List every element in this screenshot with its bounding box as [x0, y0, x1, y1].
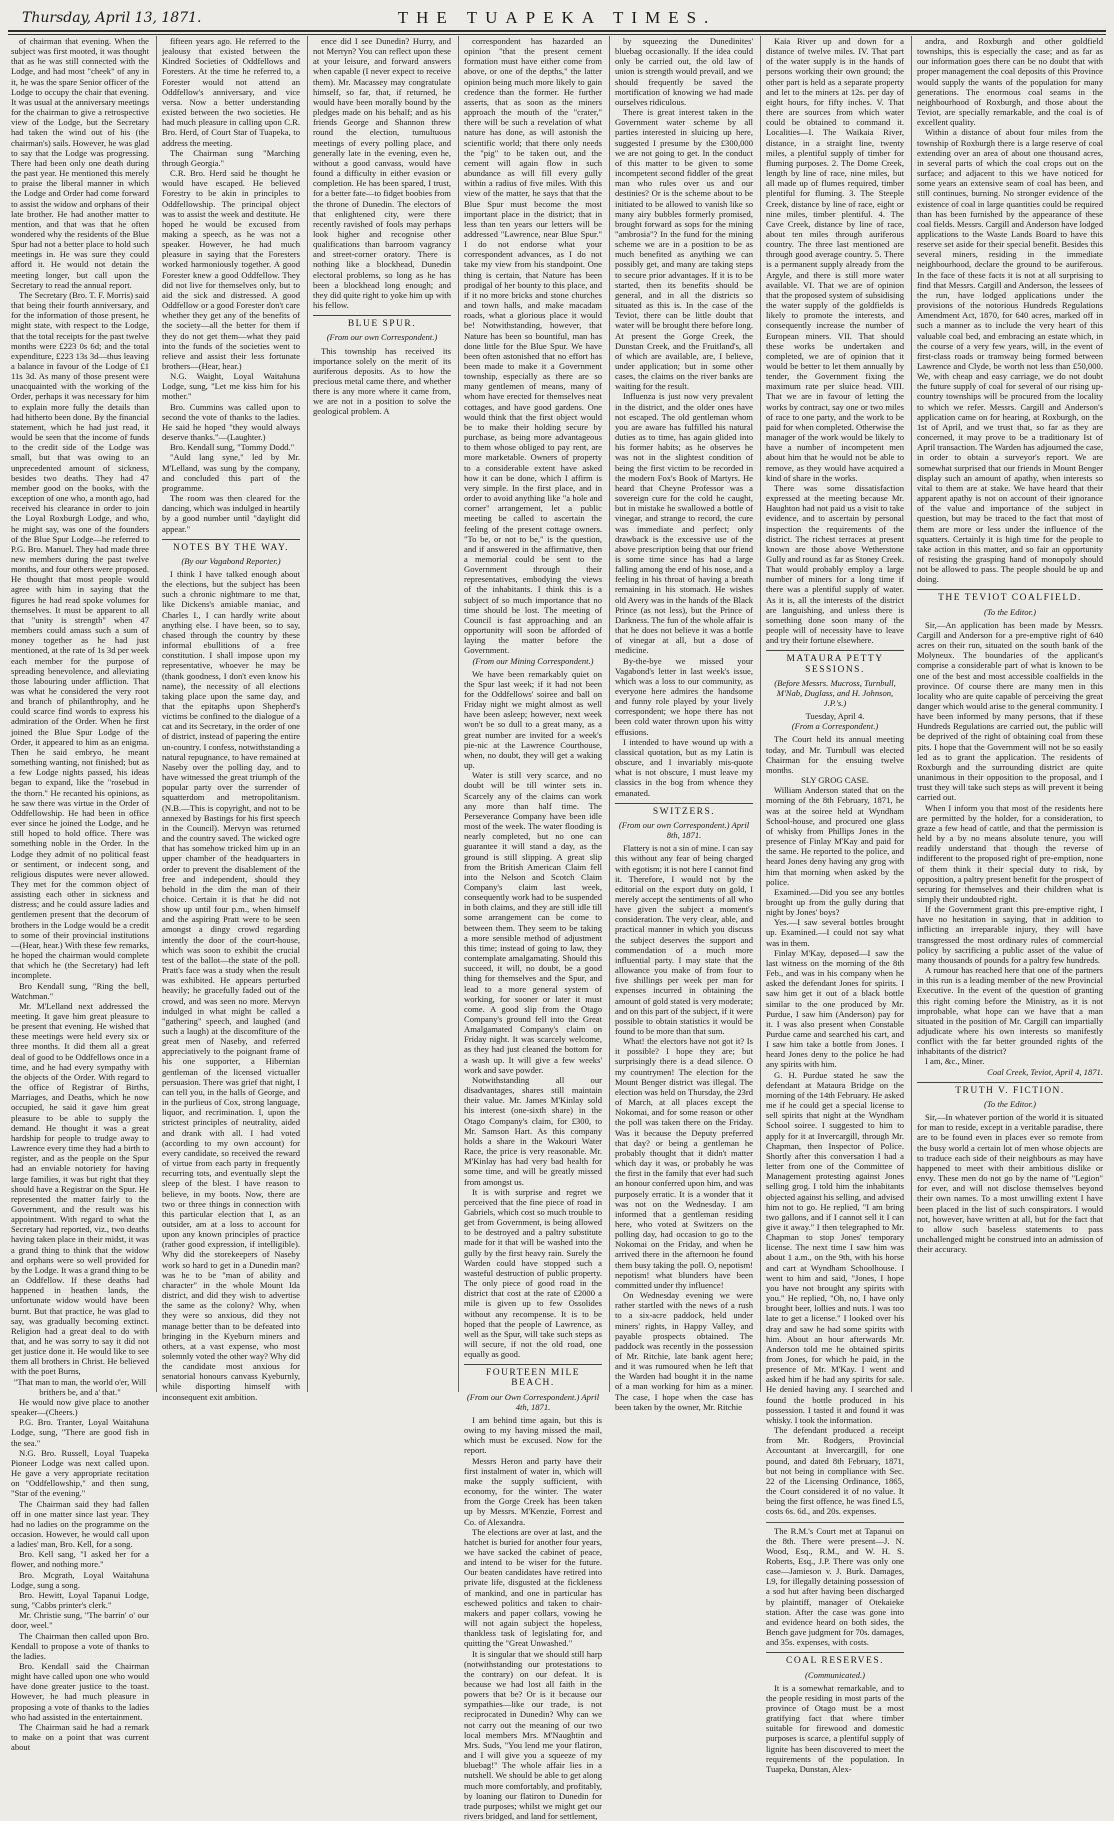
- article-paragraph: Sir,—An application has been made by Messrs. Cargill and Anderson for a pre-emptive right of 640 acres on their run, situated on the south bank of the Molyneux. The boundaries of the applicant's comprise a considerable part of what is known to be one of the best and most accessible coalfields in the province. Of course there are many men in this locality who are quite capable of perceiving the great danger which would arise to the general community. I have been informed by many persons, that if these Hundreds Regulations are carried out, the public will be deprived of the right of obtaining coal from these pits. I hope that the Government will not be so easily led as to grant the application. The residents of Roxburgh and the surrounding district are quite unanimous in their opposition to the proposal, and I trust they will take such steps as will prevent it being carried out.: [917, 619, 1103, 803]
- article-paragraph: Mr. Christie sung, "The barrin' o' our door, weel.": [11, 1610, 149, 1631]
- article-paragraph: I am behind time again, but this is owing to my having missed the mail, which must be excused. Now for the report.: [464, 1414, 602, 1456]
- signature-line: Coal Creek, Teviot, April 4, 1871.: [987, 1066, 1103, 1077]
- article-paragraph: The Secretary (Bro. T. F. Morris) said that being their fourth anniversary, and for the information of those present, he might state, with respect to the Lodge, that the total receipts for the past twelve months were £223 0s 6d; and the total expenditure, £223 13s 3d—thus leaving a balance in favour of the Lodge of £1 11s 3d. As many of those present were unacquainted with the working of the Order, perhaps it was necessary for him to explain more fully the details than had hitherto been done. By the financial statement, which he had just read, it would be seen that the income of funds to the credit side of the Lodge was small, but that was owing to an unprecedented amount of sickness, besides two deaths. They had 47 member good on the books, with the exception of one who, a month ago, had received his clearance in order to join the Loyal Roxburgh Lodge, and who, he might say, was one of the founders of the Blue Spur Lodge—he referred to P.G. Bro. Manuel. They had made three new members during the past twelve months, and four others were proposed. He thought that most people would agree with him in saying that the figures he had read spoke volumes for themselves. It must be apparent to all that "unity is strength" when 47 members could amass such a sum of money together as he had just mentioned, at the rate of 1s 3d per week each member for the purpose of spreading benevolence, and alleviating those labouring under affliction. That was what he considered the very root and branch of philanthrophy, and he could scarce find words to express his admiration of the Order. When he first joined the Blue Spur Lodge of the Order, it appeared to him as an enigma. Then he said embryo, he meant something wanting, not finished; but as a few Lodge nights passed, his ideas began to expand, like the "rosebud in the thorn." He recanted his opinions, as he saw there was virtue in the Order of Oddfellowship. He had been in office ever since he joined the Lodge, and he still hoped to hold office. There was something noble in the Order. In the Lodge they admit of no political feast or sentiment, or indecent song, and religious disputes were never allowed. They met for the common object of assisting each other in sickness and distress; and he could assure ladies and gentlemen present that the decorum of brothers in the Lodge would be a credit to some of their provincial institutions—(Hear, hear.) With these few remarks, he hoped the chairman would complete that which he (the Secretary) had left incomplete.: [11, 289, 149, 981]
- article-byline: (From our own Correspondent.) April 8th, 1871.: [618, 819, 750, 841]
- article-byline: (Communicated.): [805, 1669, 865, 1680]
- article-paragraph: We have been remarkably quiet on the Spur last week; if it had not been for the Oddfellows' soiree and ball on Friday night we might almost as well have been asleep; however, next week won't be so dull to a great many, as a great number are invited for a week's pie-nic at the Lawrence Courthouse, when, no doubt, they will get a waking up.: [464, 668, 602, 771]
- article-paragraph: It is a somewhat remarkable, and to the people residing in most parts of the province of Otago must be a most gratifying fact that where timber suitable for firewood and domestic purposes is scarce, a plentiful supply of lignite has been discovered to meet the requirements of the population. In Tuapeka, Dunstan, Alex-: [766, 1682, 904, 1774]
- centered-line: Tuesday, April 4.: [805, 711, 865, 722]
- column-3: [308, 36, 456, 1392]
- article-byline: (From our Own Correspondent.) April 4th, 1871.: [466, 1391, 600, 1412]
- article-paragraph: I intended to have wound up with a classical quotation, but as my Latin is obscure, and I invariably mis-quote what is not obscure, I must leave my classics in the bog from whence they emanated.: [615, 736, 753, 798]
- article-paragraph: Notwithstanding all our disadvantages, shares still maintain their value. Mr. James M'Kinlay sold his interest (one-sixth share) in the Otago Company's claim, for £300, to Mr. Samson Hart. As this company holds a share in the Wakouri Water Race, the price is very reasonable. Mr. M'Kinlay has had very bad health for some time, and will be greatly missed from amongst us.: [464, 1074, 602, 1187]
- newspaper-title: THE TUAPEKA TIMES.: [397, 8, 717, 27]
- column-1: [6, 36, 154, 1753]
- article-paragraph: fifteen years ago. He referred to the jealousy that existed between the Kindred Societies of Oddfellows and Foresters. At the time he referred to, a Forester would not attend an Oddfellow's anniversary, and vice versa. Now a better understanding existed between the two societies. He had much pleasure in calling upon C.R. Bro. Herd, of Court Star of Tuapeka, to address the meeting.: [162, 36, 300, 148]
- article-paragraph: Kaia River up and down for a distance of twelve miles. IV. That part of the water supply is in the hands of persons working their own ground; the other part is held as a separate property and let to the miners at 12s. per day of eight hours, for fifty inches. V. That there are sources from which water could be obtained to command it. Localities—I. The Waikaia River, distance, in a straight line, twenty miles, a plentiful supply of timber for fluming purposes. 2. The Dome Creek, length by line of race, nine miles, but all made up of flumes required, timber plentiful for fluming. 3. The Steeple Creek, distance by line of race, eight or nine miles, timber plentiful. 4. The Cave Creek, distance by line of race, about ten miles through auriferous country. The three last mentioned are through good average country. 5. There is a permanent supply already from the Argyle, and there is still more water available. VI. That we are of opinion that the proposed system of subsidising the water supply of the goldfields is likely to promote the interests, and consequently increase the number of European miners. VII. That should these works be undertaken and completed, we are of opinion that it would be better to let them annually by tender, the Government fixing the maximum rate per sluice head. VIII. That we are in favour of letting the works by contract, say one or two miles of race to one party, and the work to be paid for when completed. Otherwise the manager of the work would be likely to have a number of incompetent men about him that he would not be able to remove, as they would have acquired a kind of share in the works.: [766, 36, 904, 483]
- issue-date: Thursday, April 13, 1871.: [22, 10, 202, 26]
- article-paragraph: C.R. Bro. Herd said he thought he would have escaped. He believed Forestry to be akin in principles to Oddfellowship. The principal object was to assist the week and destitute. He hoped he would be excused from making a speech, as he was not a speaker. However, he had much pleasure in saying that the Foresters worked harmoniously together. A good Forester knew a good Oddfellow. They did not live for themselves only, but to aid the sick and distressed. A good Oddfellow or a good Forester don't care whether they get any of the benefits of the society—all the better for them if they do not get them—what they paid into the funds of the societies went to relieve and assist their less fortunate brothers—(Hear, hear.): [162, 168, 300, 371]
- article-paragraph: Bro. Kendall said the Chairman might have called upon one who would have done greater justice to the toast. However, he had much pleasure in proposing a vote of thanks to the ladies who had assisted in the entertainment.: [11, 1661, 149, 1722]
- article-paragraph: When I inform you that most of the residents here are permitted by the holder, for a consideration, to graze a few head of cattle, and that the permission is held by a by no means absolute tenure, you will readily understand that though the reverse of indifferent to the proposed right of pre-emption, none of them think it their special duty to risk, by opposition, a paltry present benefit for the prospect of securing for themselves and their children what is simply their undoubted right.: [917, 802, 1103, 904]
- article-paragraph: N.G. Bro. Russell, Loyal Tuapeka Pioneer Lodge was next called upon. He gave a very appropriate recitation on "Oddfellowship," and then sung, "Star of the evening.": [11, 1447, 149, 1499]
- column-6: [761, 36, 909, 1774]
- column-7: [912, 36, 1108, 1392]
- article-headline: THE TEVIOT COALFIELD.: [917, 589, 1103, 603]
- article-paragraph: of chairman that evening. When the subject was first mooted, it was thought that as he was still connected with the Lodge, and had most "cheek" of any in it, he was the spare Senior officer of the Lodge to occupy the chair that evening. It was usual at the anniversary meetings for the chairman to give a retrospective view of the Lodge, but the Secretary had taken the wind out of his (the chairman's) sails. However, he was glad to say that the Lodge was progressing. There had been only one death during the past year. He mentioned this merely to praise the liberal manner in which the Lodge and Order had come forward to assist the widow and orphans of their late brother. He had another matter to mention, and that was that he often wondered why the residents of the Blue Spur had not a better place to hold such meetings in. He was sure they could afford it. He would not detain the meeting longer, but call upon the Secretary to read the annual report.: [11, 36, 149, 290]
- article-byline: (To the Editor.): [984, 1098, 1036, 1109]
- article-paragraph: correspondent has hazarded an opinion "that the present cement formation must have either come from above, or one of the depths," the latter opinion being much more likely to gain credence than the former. He further asserts, that as soon as the miners approach the mouth of the "crater," there will be such a revelation of what nature has done, as will astonish the scientific world; that there only needs the "pig" to be taken out, and the cement will again flow in such abundance as will fill every gully within a radius of five miles. With this view of the matter, he says that that the Blue Spur must become the most important place in the district; that in less than ten years our letters will be addressed "Lawrence, near Blue Spur." I do not endorse what your correspondent advances, as I do not take my view from his standpoint. One thing is certain, that Nature has been prodigal of her bounty to this place, and if it no more bricks and stone churches and town halls, and make macadam roads, what a glorious place it would be! Notwithstanding, however, that Nature has been so bountiful, man has done little for the Blue Spur. We have been often astonished that no effort has been made to make it a Government township, especially as there are so many gentlemen of means, many of whom have erected for themselves neat cottages, and have good gardens. One would think that the first object would be to make their holding secure by purchase, as being more advantageous to them whose obliged to pay rent, are more marketable. Owners of property to a considerable extent have asked how it can be done, which I affirm is very simple. In the first place, and in order to avoid anything like "a hole and corner" arrangement, let a public meeting be called to ascertain the feeling of the present cottage owners. "To be, or not to be," is the question, and if answered in the affirmative, then a memorial could be sent to the Government through their representatives, embodying the views of the inhabitants. I think this is a subject of so much importance that no time should be lost. The meeting of Council is fast approaching and an opportunity will soon be afforded of laying the matter before the Government.: [464, 36, 602, 656]
- article-paragraph: The Chairman said they had fallen off in one matter since last year. They had no ladies on the programme on the occasion. However, he would call upon a ladies' man, Bro. Kell, for a song.: [11, 1498, 149, 1550]
- article-paragraph: The R.M.'s Court met at Tapanui on the 8th. There were present—J. N. Wood, Esq., R.M., and W. H. S. Roberts, Esq., J.P. There was only one case—Jamieson v. J. Burk. Damages, L9, for illegally detaining possession of a sod hut after having been discharged by plaintiff, manager of Otekaieke station. After the case was gone into and evidence heard on both sides, the Bench gave judgment for 70s. damages, and 35s. expenses, with costs.: [766, 1525, 904, 1648]
- article-headline: FOURTEEN MILE BEACH.: [464, 1364, 602, 1388]
- article-paragraph: G. H. Purdue stated he saw the defendant at Mataura Bridge on the morning of the 14th February. He asked me if he could get a special license to sell spirits that night at the Wyndham School soiree. I suggested to him to apply for it at Invercargill, through Mr. Chapman, then Inspector of Police. Shortly after this conversation I had a letter from one of the Committee of Management protesting against Jones selling grog. I told him the inhabitants objected against his selling, and advised him not to go. He replied, "I am bring two gallons, and if I cannot sell it I can give it away." I then telegraphed to Mr. Chapman to stop Jones' temporary license. The next time I saw him was about 1 a.m., on the 9th, with his horse and cart at Wyndham Schoolhouse. I went to him and said, "Jones, I hope you have not brought any spirits with you." He replied, "Oh, no, I have only brought beer, lollies and nuts. I was too late to get a license." I looked over his dray and saw he had some spirits with him. About an hour afterwards Mr. Anderson told me he obtained spirits from Jones, for which he paid, in the presence of Mr. M'Kay. I went and asked him if he had any spirits for sale. He denied having any. I searched and found the bottle produced in his possession. I tasted it and found it was whisky. I took the information.: [766, 1069, 904, 1425]
- article-paragraph: Water is still very scarce, and no doubt will be till winter sets in. Scarcely any of the claims can work any more than half time. The Perseverance Company have been idle most of the week. The water flooding is nearly completed, but no one can guarantee it will stand a day, as the ground is still slipping. A great slip from the British American Claim fell into the Nelson and Scotch Claim Company's claim last week, consequently work had to be suspended in both claims, and they are still idle till some arrangement can be come to between them. They seem to be taking a more sensible method of adjustment this time; instead of going to law, they contemplate amalgamating. Should this succeed, it will, no doubt, be a good thing for themselves and the Spur, and lead to a more general system of working, for sooner or later it must come. A good slip from the Otago Company's ground fell into the Great Amalgamated Company's claim on Friday night. It was scarcely welcome, as they had just cleaned the bottom for a wash up. It will give a few weeks' work and save powder.: [464, 770, 602, 1075]
- article-paragraph: William Anderson stated that on the morning of the 8th February, 1871, he was at the soiree held at Wyndham School-house, and procured one glass of whisky from Phillips Jones in the presence of Finlay M'Kay and paid for the same. He reported to the police, and heard Jones deny having any grog with him that morning when asked by the police.: [766, 785, 904, 887]
- article-headline: MATAURA PETTY SESSIONS.: [766, 650, 904, 674]
- article-paragraph: Flattery is not a sin of mine. I can say this without any fear of being charged with egotism; it is not here I cannot find it. Therefore, I would not by the editorial on the export duty on gold, I merely accept the sentiments of all who have given the subject a moment's consideration. The very clear, able, and practical manner in which you discuss the subject deserves the support and commendation of a much more influential party. I may state that the allowance you make of from four to five shillings per week per man for expenses incurred in obtaining the amount of gold stated is very moderate; and on this part of the subject, if it were possible to obtain statistics it would be found to be more than that sum.: [615, 843, 753, 1036]
- article-paragraph: A rumour has reached here that one of the partners in this run is a leading member of the new Provincial Executive. In the event of the question of granting this right coming before the Ministry, as it is not improbable, what hope can we have that a man situated in the position of Mr. Cargill can impartially adjudicate where his own interests so manifestly conflict with the far better grounded rights of the inhabitants of the district?: [917, 965, 1103, 1057]
- article-headline: COAL RESERVES.: [766, 1652, 904, 1666]
- article-byline: (To the Editor.): [984, 606, 1036, 617]
- article-headline: BLUE SPUR.: [313, 315, 451, 329]
- article-paragraph: Mr. M'Lelland next addressed the meeting. It gave him great pleasure to be present that evening. He wished that these meetings were held every six or three months. It did them all a great deal of good to be Oddfellows once in a time, and he had every sympathy with the objects of the Order. With regard to the office of Registrar of Births, Marriages, and Deaths, which he now occupied, he said it gave him great pleasure to be able to supply the demand. He thought it was a great hardship for people to trudge away to Lawrence every time they had a birth to register, and as the people on the Spur had an enviable notoriety for having large families, it was but right that they should have a Registrar on the Spur. He represented the matter fairly to the Government, and the result was his appointment. With regard to what the Secretary had reported, viz., two deaths having taken place in their midst, it was a grand thing to think that the widow and orphans were so well provided for by the Lodge. It was a grand thing to be an Oddfellow. If these deaths had happened in heathen lands, the unfortunate widow would have been burnt. But that practice, he was glad to say, was gradually becoming extinct. Religion had a great deal to do with that, and he was sorry to say it did not get justice done it. He would like to see them all brothers in Christ. He believed with the poet Burns,: [11, 1000, 149, 1377]
- article-paragraph: If the Government grant this pre-emptive right, I have no hesitation in saying, that in addition to inflicting an irreparable injury, they will have transgressed the most ordinary rules of commercial policy by sacrificing a public asset of the value of many thousands of pounds for a paltry few hundreds.: [917, 904, 1103, 965]
- article-paragraph: by squeezing the Dunedinites' bluebag occasionally. If the idea could only be carried out, the old law of union is strength would prevail, and we should frequently be saved the mortification of knowing we had made ourselves ridiculous.: [615, 36, 753, 107]
- article-paragraph: Bro. Hewitt, Loyal Tapanui Lodge, sung, "Cabbs printer's clerk.": [11, 1589, 149, 1611]
- article-headline: SWITZERS.: [615, 803, 753, 817]
- article-paragraph: The Chairman sung "Marching through Georgia.": [162, 147, 300, 168]
- article-paragraph: It is with surprise and regret we perceived that the fine piece of road in Gabriels, which cost so much trouble to get from Government, is being allowed to be destroyed and a paltry substitute made for it that will be washed into the gully by the first heavy rain. Surely the Warden could have stopped such a wasteful destruction of public property. The only piece of good road in the district that cost at the rate of £2000 a mile is given up to few Ossolides without any recompense. It is to be hoped that the people of Lawrence, as well as the Spur, will take such steps as will secure, if not the old road, one equally as good.: [464, 1186, 602, 1360]
- column-2: [157, 36, 305, 1402]
- columns-container: [6, 36, 1108, 1821]
- article-paragraph: Bro. Mcgrath, Loyal Waitahuna Lodge, sung a song.: [11, 1569, 149, 1590]
- article-paragraph: Finlay M'Kay, deposed—I saw the last witness on the morning of the 8th Feb., and was in his company when he asked the defendant Jones for spirits. I saw him get it out of a black bottle similar to the one produced by Mr. Purdue, I saw him (Anderson) pay for it. I was also present when Constable Purdue came and searched his cart, and I saw him take a bottle from Jones. I heard Jones deny to the police he had any spirits with him.: [766, 947, 904, 1070]
- article-paragraph: "Auld lang syne," led by Mr. M'Lelland, was sung by the company, and concluded this part of the programme.: [162, 452, 300, 493]
- article-paragraph: The room was then cleared for the dancing, which was indulged in heartily by a good number until "daylight did appear.": [162, 493, 300, 534]
- article-paragraph: The Court held its annual meeting today, and Mr. Turnbull was elected Chairman for the ensuing twelve months.: [766, 734, 904, 775]
- article-paragraph: Bro. Kell sang, "I asked her for a flower, and nothing more.": [11, 1549, 149, 1570]
- column-4: [459, 36, 607, 1821]
- article-paragraph: I think I have talked enough about the elections, but the subject has been such a chronic nightmare to me that, like Dickens's amiable maniac, and Charles I., I can hardly write about anything else. I have been, so to say, chased through the country by these informal ebullitions of a free constitution. I shall impose upon my representative, whoever he may be (thank goodness, I don't even know his name), the necessity of all elections taking place upon the same day, and that the epitaphs upon Shepherd's victims be confined to the dialogue of a cat and its Secretary, in the order of one of district, instead of papering the entire un-country. I confess, notwithstanding a natural repugnance, to have remained at Naseby over the polling day, and to have witnessed the great triumph of the popular party over the surrender of squatterdom and metropolitanism. (N.B.—This is copyright, and not to be annexed by Bastings for his first speech in the Council). Mervyn was returned and the country saved. The wicked ogre that has somehow tricked him up in an upper chamber of the headquarters in order to prevent the disablement of the free and independent, should they behold in the dim the man of their choice. Certain it is that he did not show up until four p.m., when himself and the aspiring Pratt were to be seen amongst a dingy crowd regarding intently the door of the court-house, which was soon to exhibit the crucial test of the ballot—the state of the poll. Pratt's face was a study when the result was exhibited. He appears perturbed heavily; he gracefully faded out of the crowd, and was seen no more. Mervyn indulged in what might be called a "gathering" speech, and laughed (and such a laugh) at the discomfiture of the great men of Naseby, and referred appreciatively to the poignant frame of his one supporter, a Hibernian gentleman of the licensed victualler persuasion. There was grief that night, I can tell you, in the halls of George, and in the purlieus of Cox, strong language, liquor, and recrimination. I, upon the strictest principles of neutrality, aided and drank with all. I had voted (according to my own account) for every candidate, so received the reward of virtue from each party in frequently recurring tots, and eventually slept the sleep of the blest. I have reason to believe, in my boots. Now, there are two or three things in connection with this particular election that I, as an outsider, am at a loss to account for upon any known principles of practice (rather good expression, if intelligible). Why did the storekeepers of Naseby work so hard to get in a Dunedin man? was he to be "man of ability and character" in the whole Mount Ida district, and did they wish to advertise the same as the colony? Why, when they were so anxious, did they not manage better than to be defeated into bringing in the Kyeburn miners and others, at a vast expense, who most solemnly voted the other way? Why did the candidate most anxious for senatorial honours canvass Kyeburnly, while disporting himself with inconsequent exit ambition.: [162, 568, 300, 1402]
- article-paragraph: The Chairman said he had a remark to make on a point that was current about: [11, 1721, 149, 1753]
- section-rule: [766, 1522, 904, 1523]
- centered-line: "That man to man, the world o'er, Will brithers be, and a' that.": [13, 1376, 147, 1397]
- article-byline: (From our own Correspondent.): [326, 332, 438, 343]
- article-paragraph: Bro Kendall sung, "Ring the bell, Watchman.": [11, 980, 149, 1001]
- article-paragraph: By-the-bye we missed your Vagabond's letter in last week's issue, which was a loss to our community, as everyone here admires the handsome and funny role played by your lively correspondent; we hope there has not been cold water thrown upon his witty effusions.: [615, 655, 753, 737]
- article-byline: (From our Mining Correspondent.): [472, 655, 594, 666]
- article-byline: (By our Vagabond Reporter.): [181, 555, 281, 566]
- article-paragraph: There was some dissatisfaction expressed at the meeting because Mr. Haughton had not paid us a visit to take evidence, and to ascertain by personal inspection the requirements of the district. The richest terraces at present known are those above Wetherstone Gully and round as far as Stoney Creek. That would probably employ a large number of miners for a long time if there was a plentiful supply of water. As it is, all the interests of the district are languishing, and unless there is something done soon many of the people will of necessity have to leave and try their fortune elsewhere.: [766, 482, 904, 646]
- article-paragraph: Bro. Kendall sung, "Tommy Dodd.": [170, 442, 295, 453]
- article-paragraph: N.G. Waight, Loyal Waitahuna Lodge, sung, "Let me kiss him for his mother.": [162, 371, 300, 402]
- article-headline: NOTES BY THE WAY.: [162, 539, 300, 553]
- article-paragraph: ence did I see Dunedin? Hurry, and not Merryn? You can reflect upon these at your leisure, and forward answers when capable (I never expect to receive them). Mr. Macassey may congratulate himself, so far, that, if returned, he would have been morally bound by the pledges made on his behalf; and as his friends George and Shannon threw round the election, tumultuous meetings of every polling place, and generally late in the evening, even he, without a good canvass, would have found a difficulty in either evasion or completion. He has been spared, I trust, for a better fate—to fidget boobies from the throne of Dunedin. The electors of that enlightened city, were there recently ravished of fools may perhaps look higher and recognise other qualifications than barroom vagrancy and street-corner oratory. There is nothing like a blockhead, Dunedin electoral problems, so long as he has been a blockhead long enough; and they did quite right to yoke him up with his fellow.: [313, 36, 451, 311]
- article-paragraph: There is great interest taken in the Government water scheme by all parties interested in sluicing up here, suggested I presume by the £300,000 we are not going to get. In the conduct of this matter to be given to some incompetent second fiddler of the great man who rules over us and our destinies? Or is the scheme about to be initiated to be allowed to vanish like so many airy bubbles formerly promised, brought forward as sops for the mining "ambrosia"? In the fund for the mining scheme we are in a position to be as much benefited as anything we can possibly get, and many are taking steps to secure prior advantages. If it is to be started, then its benefits should be general, and in all the districts so situated as this is. In the case of the Teviot, there can be little doubt that water will be brought there before long. At present the Gorge Creek, the Dunstan Creek, and the Fruitland's, all of which are available, are, I believe, under application; but in some other cases, the claims on the river banks are waiting for the result.: [615, 107, 753, 392]
- article-paragraph: P.G. Bro. Tranter, Loyal Waitahuna Lodge, sung, "There are good fish in the sea.": [11, 1417, 149, 1448]
- article-paragraph: Yes.—I saw several bottles brought up. Examined.—I could not say what was in them.: [766, 917, 904, 948]
- article-paragraph: On Wednesday evening we were rather startled with the news of a rush to a six-acre paddock, held under miners' rights, in Happy Valley, and payable prospects obtained. The paddock was recently in the possession of Mr. Ritchie, late bank agent here; and it was rumoured when he left that the Warden had bought it in the name of a man working for him as a miner. The case, I hope when the case has been taken by the owner, Mr. Ritchie: [615, 1290, 753, 1412]
- masthead-rule: [8, 34, 1106, 35]
- article-paragraph: Examined.—Did you see any bottles brought up from the gully during that night by Jones' boys?: [766, 886, 904, 918]
- article-headline: TRUTH V. FICTION.: [917, 1082, 1103, 1096]
- article-paragraph: Messrs Heron and party have their first instalment of water in, which will make the supply sufficient, with economy, for the winter. The water from the Gorge Creek has been taken up by Messrs. M'Kenzie, Forrest and Co. of Alexandra.: [464, 1455, 602, 1527]
- article-paragraph: Sir,—In whatever portion of the world it is situated for man to reside, except in a veritable paradise, there are to be found even in places ever so remote from the busy world a certain lot of men whose objects are to traduce each side of their neighbours as may have happened to meet with their ambitious dislike or envy. These men do not go by the name of "Legion" for ever, and will not disclose themselves beyond their own names. To a most unwilling extent I have been placed in the list of such conspirators. I would not, however, have written at all, but for the fact that to allow such baseless statements to pass unchallenged might be construed into an admission of their accuracy.: [917, 1112, 1103, 1255]
- article-paragraph: andra, and Roxburgh and other goldfield townships, this is especially the case; and as far as our information goes there can be no doubt that with proper management the coal deposits of this Province would supply the wants of the population for many generations. The enormous coal seams in the neighbourhood of Roxburgh, and those about the Teviot, are specially remarkable, and the coal is of excellent quality.: [917, 36, 1103, 128]
- article-paragraph: The defendant produced a receipt from Mr. Rodgers, Provincial Accountant at Invercargill, for one pound, and dated 8th February, 1871, but not being in compliance with Sec. 22 of the Licensing Ordinance, 1865, the Court considered it of no value. It being the first offence, he was fined L5, costs 6s. 6d., and 20s. expenses.: [766, 1425, 904, 1517]
- article-paragraph: What! the electors have not got it? Is it possible? I hope they are; but surprisingly there is a dead silence. O my countrymen! The election for the Mount Benger district was illegal. The election was held on Thursday, the 23rd of March, at all places except the Nokomai, and for some reason or other the poll was taken there on the Friday. Was it because the Deputy preferred that day? or being a gentleman he probably thought that it didn't matter which day it was, or probably he was the first in the family that ever had such an honour conferred upon him, and was purposely erratic. It is a wonder that it was not on the Wednesday. I am informed that a gentleman residing here, who voted at Switzers on the polling day, had occasion to go to the Nokomai on the Friday, and when he arrived there in the afternoon he found them busy taking the poll. O, nepotism! nepotism! what blunders have been committed under thy influence!: [615, 1036, 753, 1290]
- article-paragraph: This township has received its importance solely on the merit of its auriferous deposits. As to how the precious metal came there, and whether there is any more where it came from, we are not in a position to solve the geological problem. A: [313, 345, 451, 417]
- article-paragraph: Within a distance of about four miles from the township of Roxburgh there is a large reserve of coal extending over an area of about one thousand acres, in several parts of which the coal crops out on the surface; and adjacent to this we have noticed for some years an extensive seam of coal has been, and still continues, burning. No stronger evidence of the existence of coal in large quantities could be required than has been furnished by the appearance of these coal fields. Messrs. Cargill and Anderson have lodged applications to the Waste Lands Board to have this reserve set aside for their special benefit. Besides this several miners, residing in the immediate neighbourhood, declare the ground to be auriferous. In the face of these facts it is not at all surprising to find that Messrs. Cargill and Anderson, the lessees of the run, have lodged applications under the provisions of the notorious Hundreds Regulations Amendment Act, 1870, for 640 acres, marked off in such a manner as to include the very heart of this valuable coal bed, and embracing an estate which, in the course of a very few years, will, in the event of first-class roads or tramway being formed between Lawrence and Clyde, be worth not less than £50,000. We, with cheap and easy carriage, we do not doubt the future supply of coal for several of our rising up-country townships will be procured from the locality to which we refer. Messrs. Cargill and Anderson's application came on for hearing, at Roxburgh, on the 1st of April, and we trust that, so far as they are concerned, it may prove to be a traditionary Ist of April transaction. The Warden has adjourned the case, in order to obtain a surveyor's report. We are somewhat surprised that our friends in Mount Benger display such an amount of apathy, when interests so vital to them are at stake. We have heard that their apparent apathy is not on account of their ignorance of the value and importance of the subject in question, but may be traced to the fact that most of them are more or less under the influence of the squatters. Certainly it is high time for the people to take action in this matter, and so fair an opportunity of resisting the grasping hand of monopoly should not be allowed to pass. The people should be up and doing.: [917, 127, 1103, 585]
- article-paragraph: Influenza is just now very prevalent in the district, and the older ones have not escaped. The old gentleman whom you are aware has fulfilled his natural duties as to time, has again glided into his former habits; as he observes he was not in the slightest condition of being the first victim to be recorded in the modern Fox's Book of Martyrs. He heard that Cheyne Professor was a sovereign cure for the cold he caught, but in mistake he swallowed a bottle of vinegar, and strange to record, the cure was immediate and perfect; only drawback is the excessive use of the above prescription being that our friend is some time since has had a large falling among the end of his nose, and a feeling in his throat of having a breath remaining in his stomach. He wishes old Avery was in the hands of the Black Prince (as not less), but the Prince of Darkness. The fun of the whole affair is that he does not believe it was a bottle of vinegar at all, but a dose of medicine.: [615, 391, 753, 656]
- article-paragraph: The elections are over at last, and the hatchet is buried for another four years, we have sacked the cabinet of peace, and intend to be wiser for the future. Our beaten candidates have retired into private life, disgusted at the fickleness of mankind, and one in particular has eschewed politics and taken to chair-makers and paper collars, vowing he will not again subject the hopeless, thankless task of legislating for, and quitting the "Great Unwashed.": [464, 1526, 602, 1649]
- article-paragraph: He would now give place to another speaker—(Cheers.): [11, 1396, 149, 1418]
- article-paragraph: I am, &c., Miner.: [925, 1056, 985, 1067]
- article-paragraph: It is singular that we should still harp (notwithstanding our protestations to the contrary) on our defeat. It is because we had lost all faith in the powers that be? Or is it because our sympathies—like our trade, is not reciprocated in Dunedin? Why can we not carry out the meaning of our two local members Mrs. M'Naughtin and Mrs. Suds, "You lend me your flatiron, and I will give you a squeeze of my bluebag!" The whole affair lies in a nutshell. We should be able to get along much more comfortably, and profitably, by loaning our flatiron to Dunedin for trade purposes; whilst we might get our rivers bridged, and land for settlement,: [464, 1648, 602, 1821]
- article-byline: (From a Correspondent.): [791, 721, 879, 732]
- masthead: [8, 6, 1106, 32]
- column-5: [610, 36, 758, 1412]
- article-paragraph: Bro. Cummins was called upon to second the vote of thanks to the ladies. He said he hoped "they would always deserve thanks."—(Laughter.): [162, 401, 300, 443]
- centered-line: SLY GROG CASE.: [801, 775, 869, 786]
- article-byline: (Before Messrs. Mucross, Turnbull, M'Nab, Duglass, and H. Johnson, J.P.'s.): [774, 677, 896, 708]
- article-paragraph: The Chairman then called upon Bro. Kendall to propose a vote of thanks to the ladies.: [11, 1630, 149, 1661]
